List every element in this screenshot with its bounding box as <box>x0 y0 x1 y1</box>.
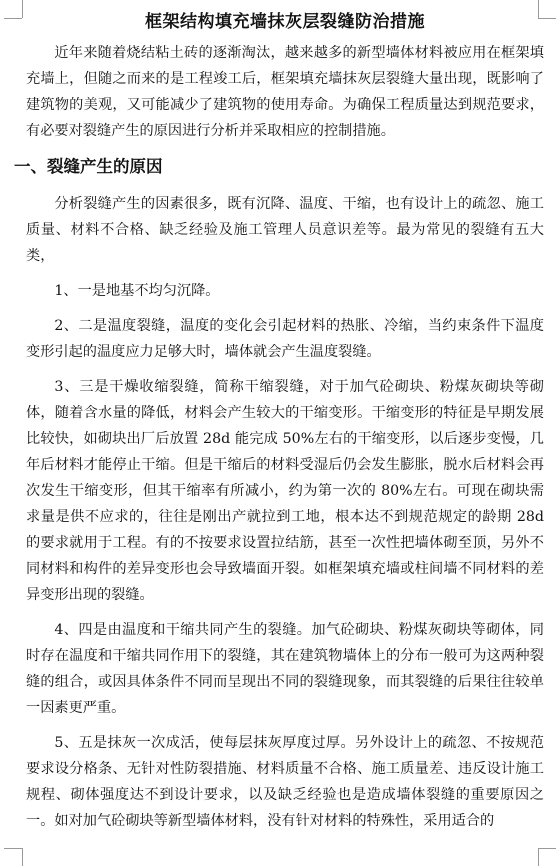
cause-item-4: 4、四是由温度和干缩共同产生的裂缝。加气砼砌块、粉煤灰砌块等砌体，同时存在温度和干缩共同作用下的裂缝，其在建筑物墙体上的分布一般可为这两种裂缝的组合，或因具体条件不同而呈现出不同的裂缝现象，而其裂缝的后果往往较单一因素更严重。 <box>26 622 544 716</box>
intro-paragraph: 近年来随着烧结粘土砖的逐渐淘汰，越来越多的新型墙体材料被应用在框架填充墙上，但随之而来的是工程竣工后，框架填充墙抹灰层裂缝大量出现，既影响了建筑物的美观，又可能减少了建筑物的使用寿命。为确保工程质量达到规范要求，有必要对裂缝产生的原因进行分析并采取相应的控制措施。 <box>26 45 544 139</box>
crop-mark-bottom-right <box>538 848 556 849</box>
cause-item-2: 2、二是温度裂缝，温度的变化会引起材料的热胀、冷缩，当约束条件下温度变形引起的温度应力足够大时，墙体就会产生温度裂缝。 <box>26 318 544 360</box>
section-heading: 一、裂缝产生的原因 <box>14 157 163 176</box>
crop-mark-bottom-left-vertical <box>22 848 23 866</box>
crop-mark-bottom-left <box>4 848 22 849</box>
document-body <box>14 8 544 834</box>
section-lead-paragraph: 分析裂缝产生的因素很多，既有沉降、温度、干缩，也有设计上的疏忽、施工质量、材料不合格、缺乏经验及施工管理人员意识差等。最为常见的裂缝有五大类， <box>26 196 544 264</box>
cause-item-5: 5、五是抹灰一次成活，使每层抹灰厚度过厚。另外设计上的疏忽、不按规范要求设分格条、无针对性防裂措施、材料质量不合格、施工质量差、违反设计施工规程、砌体强度达不到设计要求，以及缺乏经验也是造成墙体裂缝的重要原因之一。如对加气砼砌块等新型墙体材料，没有针对材料的特殊性，采用适合的 <box>26 735 544 829</box>
crop-mark-top-left-vertical <box>22 0 23 18</box>
cause-item-1: 1、一是地基不均匀沉降。 <box>54 283 220 299</box>
cause-item-3: 3、三是干燥收缩裂缝，简称干缩裂缝，对于加气砼砌块、粉煤灰砌块等砌体，随着含水量的降低，材料会产生较大的干缩变形。干缩变形的特征是早期发展比较快，如砌块出厂后放置 28d 能完成 50%左右的干缩变形，以后逐步变慢，几年后材料才能停止干缩。但是干缩后的材料受湿后仍会发生膨胀，脱水后材料会再次发生干缩变形，但其干缩率有所减小，约为第一次的 80%左右。可现在砌块需求量是供不应求的，往往是刚出产就拉到工地，根本达不到规范规定的龄期 28d 的要求就用于工程。有的不按要求设置拉结筋，甚至一次性把墙体砌至顶，另外不同材料和构件的差异变形也会导致墙面开裂。如框架填充墙或柱间墙不同材料的差异变形出现的裂缝。 <box>26 379 544 603</box>
document-title: 框架结构填充墙抹灰层裂缝防治措施 <box>145 12 425 32</box>
crop-mark-top-left <box>4 18 22 19</box>
crop-mark-bottom-right-vertical <box>538 848 539 866</box>
